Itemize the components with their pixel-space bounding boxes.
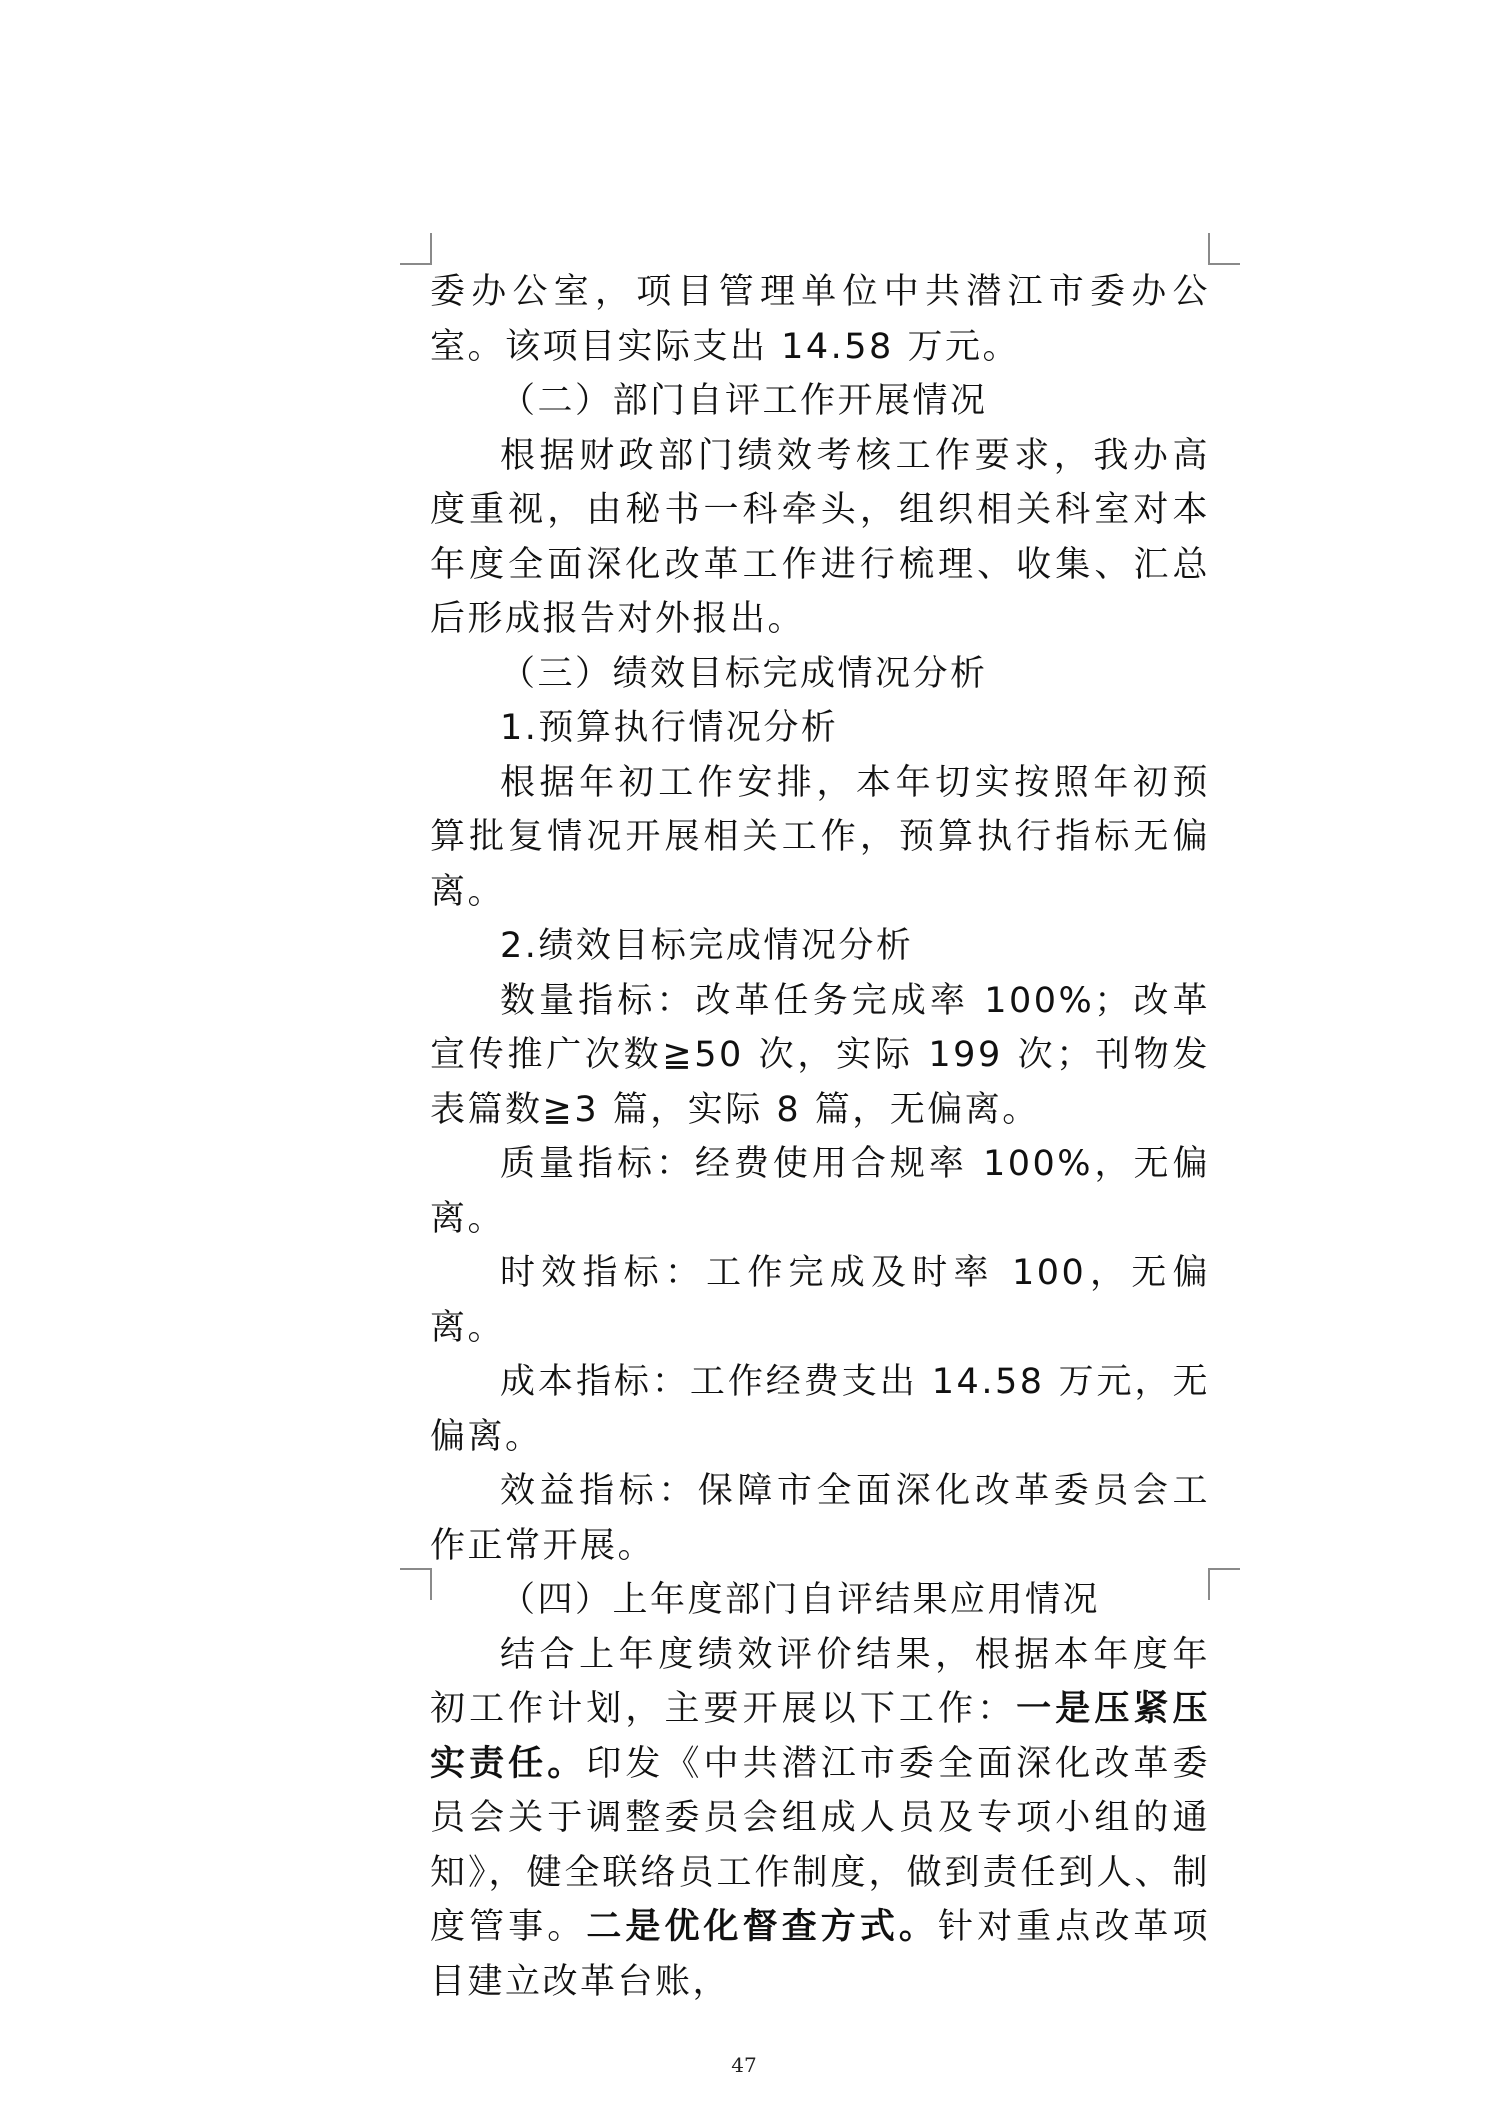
crop-mark-top-right-h [1208,263,1240,265]
crop-mark-top-right-v [1208,233,1210,265]
paragraph [430,974,1210,1138]
crop-mark-top-left-h [400,263,432,265]
text-run: 时效指标：工作完成及时率 100，无偏离。 [430,1253,1210,1348]
text-run: （三）绩效目标完成情况分析 [500,653,988,694]
text-run: 数量指标：改革任务完成率 100%；改革宣传推广次数≧50 次，实际 199 次；刊物发表篇数≧3 篇，实际 8 篇，无偏离。 [430,980,1210,1130]
paragraph [430,1355,1210,1464]
text-run: 2.绩效目标完成情况分析 [500,926,914,966]
paragraph [430,265,1210,374]
crop-mark-bottom-right-h [1208,1568,1240,1570]
crop-mark-bottom-left-h [400,1568,432,1570]
paragraph [430,1628,1210,2010]
text-run: 质量指标：经费使用合规率 100%，无偏离。 [430,1144,1210,1239]
text-run: 根据年初工作安排，本年切实按照年初预算批复情况开展相关工作，预算执行指标无偏离。 [430,762,1210,912]
page-number: 47 [731,2053,757,2077]
text-run: （四）上年度部门自评结果应用情况 [500,1580,1101,1620]
paragraph [430,756,1210,920]
text-run: 针对重点改革项目建立改革台账， [430,1907,1210,2002]
paragraph [430,374,1210,429]
document-body [430,265,1210,2009]
paragraph [430,1573,1210,1628]
paragraph [430,1246,1210,1355]
text-run: 成本指标：工作经费支出 14.58 万元，无偏离。 [430,1362,1210,1457]
crop-mark-top-left-v [430,233,432,265]
text-run: 1.预算执行情况分析 [500,708,839,748]
paragraph [430,1137,1210,1246]
bold-text-run: 二是优化督查方式。 [586,1907,939,1947]
text-run: （二）部门自评工作开展情况 [500,381,988,421]
text-run: 效益指标：保障市全面深化改革委员会工作正常开展。 [430,1471,1210,1566]
text-run: 委办公室，项目管理单位中共潜江市委办公室。该项目实际支出 14.58 万元。 [430,272,1210,367]
bold-text-run: 一是压紧压实责任。 [430,1689,1210,1784]
paragraph [430,701,1210,756]
text-run: 结合上年度绩效评价结果，根据本年度年初工作计划，主要开展以下工作： [430,1634,1210,1729]
text-run: 印发《中共潜江市委全面深化改革委员会关于调整委员会组成人员及专项小组的通知》，健全联络员工作制度，做到责任到人、制度管事。 [430,1743,1210,1947]
paragraph [430,647,1210,702]
paragraph [430,1464,1210,1573]
paragraph [430,429,1210,647]
paragraph [430,919,1210,974]
text-run: 根据财政部门绩效考核工作要求，我办高度重视，由秘书一科牵头，组织相关科室对本年度全面深化改革工作进行梳理、收集、汇总后形成报告对外报出。 [430,435,1210,639]
